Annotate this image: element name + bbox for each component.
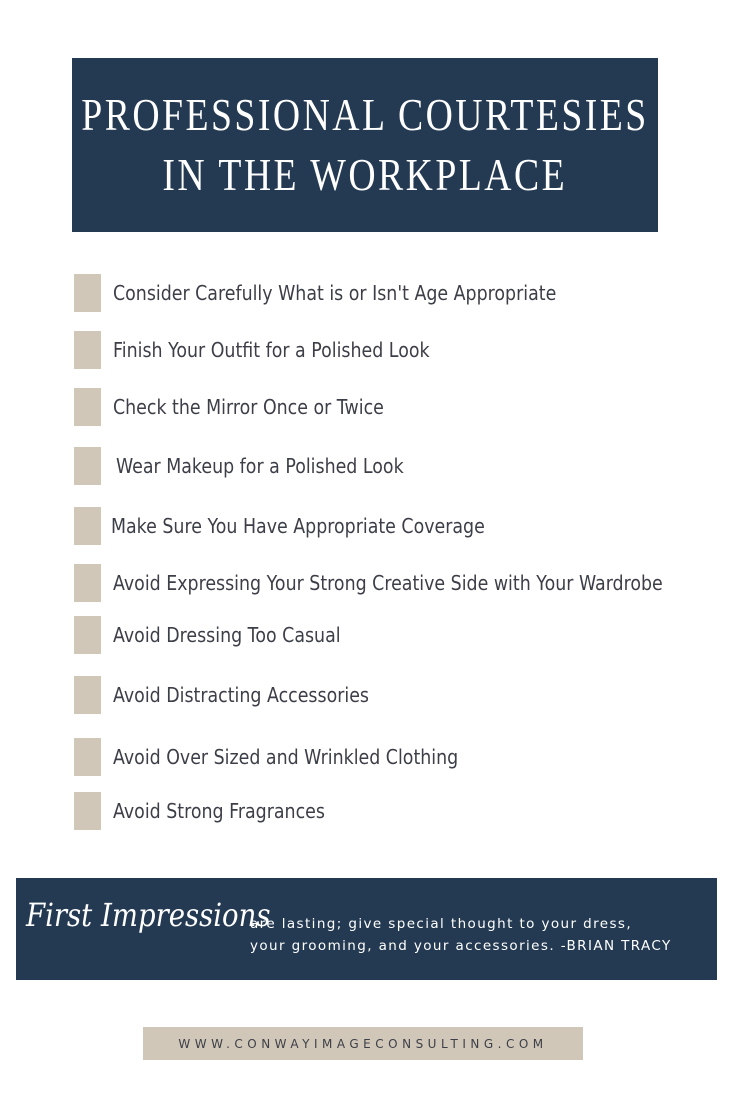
checklist-item-label: Avoid Strong Fragrances bbox=[113, 799, 325, 823]
checkbox-square bbox=[74, 616, 101, 654]
quote-text-line-1: are lasting; give special thought to your dress, bbox=[250, 916, 633, 932]
footer-url[interactable]: WWW.CONWAYIMAGECONSULTING.COM bbox=[178, 1036, 548, 1051]
checklist-item bbox=[74, 274, 623, 312]
checkbox-square bbox=[74, 447, 101, 485]
checklist-item bbox=[74, 676, 407, 714]
checkbox-square bbox=[74, 738, 101, 776]
checklist-item bbox=[74, 792, 357, 830]
checklist-item-label: Wear Makeup for a Polished Look bbox=[116, 454, 404, 478]
checkbox-square bbox=[74, 274, 101, 312]
checkbox-square bbox=[74, 507, 101, 545]
checklist-item-label: Avoid Distracting Accessories bbox=[113, 683, 369, 707]
checkbox-square bbox=[74, 331, 101, 369]
checklist-item-label: Check the Mirror Once or Twice bbox=[113, 395, 384, 419]
checklist-item bbox=[74, 331, 477, 369]
checklist-item bbox=[74, 388, 424, 426]
title-banner bbox=[72, 58, 658, 232]
quote-text-line-2: your grooming, and your accessories. -BRIAN TRACY bbox=[250, 938, 672, 954]
checkbox-square bbox=[74, 792, 101, 830]
quote-banner bbox=[16, 878, 717, 980]
checklist-item-label: Make Sure You Have Appropriate Coverage bbox=[111, 514, 485, 538]
checklist-item bbox=[74, 447, 447, 485]
checklist-item-label: Avoid Expressing Your Strong Creative Side with Your Wardrobe bbox=[113, 571, 663, 595]
footer-url-bar bbox=[143, 1027, 583, 1060]
checkbox-square bbox=[74, 676, 101, 714]
quote-script-heading: First Impressions bbox=[26, 896, 271, 934]
checklist-item bbox=[74, 616, 375, 654]
checklist-item-label: Finish Your Outfit for a Polished Look bbox=[113, 338, 430, 362]
checklist-item bbox=[74, 507, 541, 545]
checklist-item-label: Consider Carefully What is or Isn't Age Appropriate bbox=[113, 281, 557, 305]
checkbox-square bbox=[74, 564, 101, 602]
page-title-line-2: IN THE WORKPLACE bbox=[162, 149, 568, 200]
checklist-item-label: Avoid Over Sized and Wrinkled Clothing bbox=[113, 745, 459, 769]
checklist-item bbox=[74, 564, 735, 602]
page-title-line-1: PROFESSIONAL COURTESIES bbox=[81, 89, 649, 140]
checkbox-square bbox=[74, 388, 101, 426]
checklist-item-label: Avoid Dressing Too Casual bbox=[113, 623, 341, 647]
checklist-item bbox=[74, 738, 510, 776]
